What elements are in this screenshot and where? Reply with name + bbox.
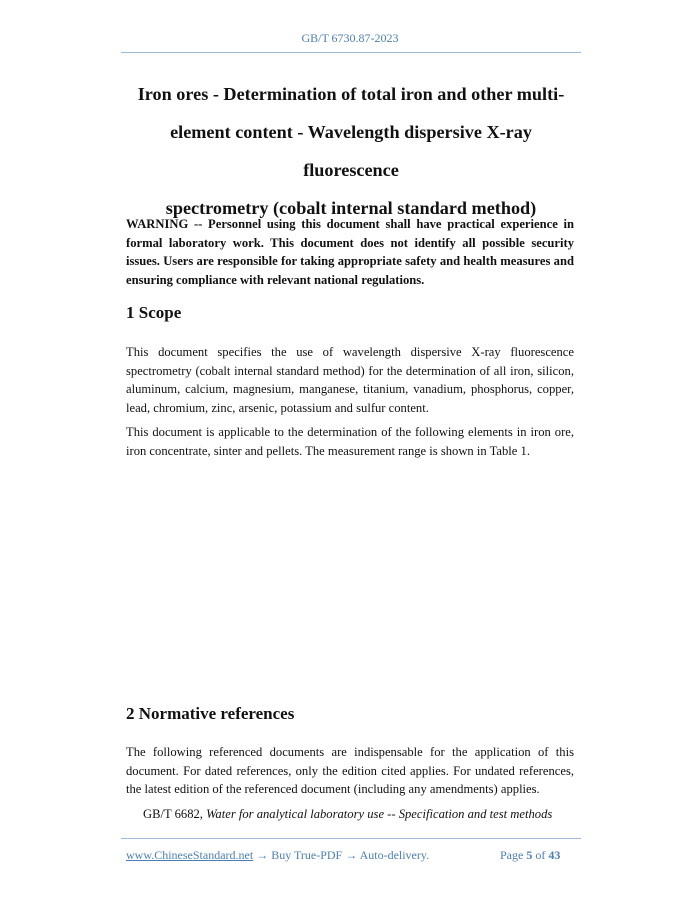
scope-paragraph-2: This document is applicable to the determination of the following elements in iron ore, iron concentrate, sinter and pellets. The measurement range is shown in Table 1. — [126, 425, 574, 458]
document-title — [121, 75, 581, 227]
page-indicator — [500, 848, 560, 863]
scope-paragraph-1: This document specifies the use of wavelength dispersive X-ray fluorescence spectrometry (cobalt internal standard method) for the determination of all iron, silicon, aluminum, calcium, magnesium, manganese, titanium, vanadium, phosphorus, copper, lead, chromium, zinc, arsenic, potassium and sulfur content. — [126, 345, 574, 415]
title-line-3: spectrometry (cobalt internal standard method) — [165, 198, 537, 218]
reference-item — [143, 805, 583, 824]
header-divider — [121, 52, 581, 53]
footer-divider — [121, 838, 581, 839]
normative-references-paragraph: The following referenced documents are indispensable for the application of this document. For dated references, only the edition cited applies. For undated references, the latest edition of the referenced document (including any amendments) applies. — [126, 745, 574, 796]
promo-text: → Buy True-PDF → Auto-delivery. — [253, 848, 430, 862]
title-line-2: element content - Wavelength dispersive X-ray fluorescence — [170, 122, 532, 180]
reference-title: Water for analytical laboratory use -- Specification and test methods — [206, 807, 553, 821]
reference-code: GB/T 6682, — [143, 807, 207, 821]
title-line-1: Iron ores - Determination of total iron and other multi- — [137, 84, 565, 104]
footer-promo — [126, 848, 429, 863]
page-total: 43 — [548, 848, 561, 862]
scope-heading: 1 Scope — [126, 303, 182, 322]
site-link[interactable]: www.ChineseStandard.net — [126, 848, 254, 862]
warning-paragraph: WARNING -- Personnel using this document shall have practical experience in formal laboratory work. This document does not identify all possible security issues. Users are responsible for taking appropriate safety and health measures and ensuring compliance with relevant national regulations. — [126, 217, 574, 287]
normative-references-heading: 2 Normative references — [126, 704, 295, 723]
standard-code-header: GB/T 6730.87-2023 — [301, 31, 399, 45]
page-current: 5 — [526, 848, 533, 862]
page-label: Page — [500, 848, 527, 862]
page-of-label: of — [532, 848, 549, 862]
